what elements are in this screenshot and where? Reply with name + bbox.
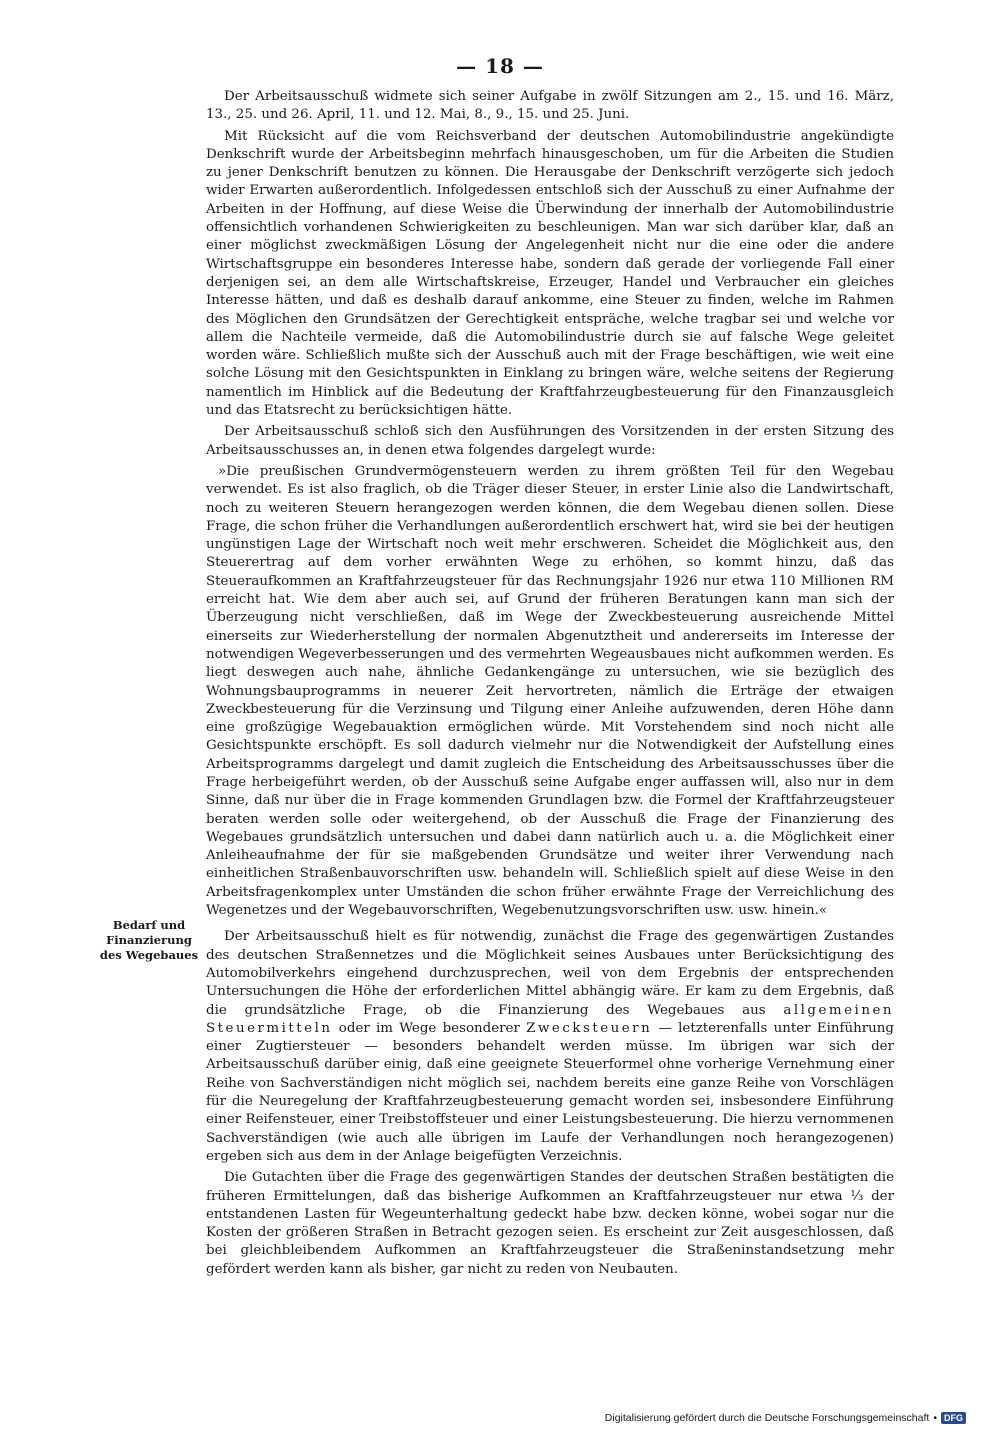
paragraph-sessions: Der Arbeitsausschuß widmete sich seiner Aufgabe in zwölf Sitzungen am 2., 15. und 16. März, 13., 25. und 26. April, 11. und 12. Mai, 8., 9., 15. und 25. Juni. [206,89,894,123]
paragraph-ausfuehrungen: Der Arbeitsausschuß schloß sich den Ausführungen des Vorsitzenden in der ersten Sitzung des Arbeitsausschusses an, in denen etwa folgendes dargelegt wurde: [206,424,894,458]
footer-text: Digitalisierung gefördert durch die Deutsche Forschungsgemeinschaft [604,1412,930,1424]
paragraph-bedarf [206,928,894,1166]
margin-note-line: Finanzierung [106,933,192,947]
paragraph-gutachten: Die Gutachten über die Frage des gegenwärtigen Standes der deutschen Straßen bestätigten die früheren Ermittelungen, daß das bisherige Aufkommen an Kraftfahrzeugsteuer nur etwa ⅓ der entstandenen Lasten für Wegeunterhaltung gedeckt habe bzw. decken könne, wobei sogar nur die Kosten der größeren Straßen in Betracht gezogen seien. Es erscheint zur Zeit ausgeschlossen, daß bei gleichbleibendem Aufkommen an Kraftfahrzeugsteuer die Straßeninstandsetzung mehr gefördert werden kann als bisher, gar nicht zu reden von Neubauten. [206,1170,894,1277]
paragraph-denkschrift: Mit Rücksicht auf die vom Reichsverband der deutschen Automobilindustrie angekündigte Denkschrift wurde der Arbeitsbeginn mehrfach hinausgeschoben, um für die Arbeiten die Studien zu jener Denkschrift benutzen zu können. Die Herausgabe der Denkschrift verzögerte sich jedoch wider Erwarten außerordentlich. Infolgedessen entschloß sich der Ausschuß zu einer Aufnahme der Arbeiten in der Hoffnung, auf diese Weise die Überwindung der innerhalb der Automobilindustrie offensichtlich vorhandenen Schwierigkeiten zu beschleunigen. Man war sich darüber klar, daß an einer möglichst zweckmäßigen Lösung der Angelegenheit nicht nur die eine oder die andere Wirtschaftsgruppe ein besonderes Interesse habe, sondern daß gerade der vorliegende Fall einer derjenigen sei, an dem alle Wirtschaftskreise, Erzeuger, Handel und Verbraucher ein gleiches Interesse hätten, und daß es deshalb darauf ankomme, eine Steuer zu finden, welche im Rahmen des Möglichen den Grundsätzen der Gerechtigkeit entspräche, welche tragbar sei und welche vor allem die Nachteile vermeide, daß die Automobilindustrie durch sie auf falsche Wege geleitet worden wäre. Schließlich mußte sich der Ausschuß auch mit der Frage beschäftigen, wie weit eine solche Lösung mit den Gesichtspunkten in Einklang zu bringen wäre, welche seitens der Regierung namentlich im Hinblick auf die Bedeutung der Kraftfahrzeugbesteuerung für den Finanzausgleich und das Etatsrecht zu berücksichtigen hätte. [206,128,894,419]
bedarf-text-2: oder im Wege besonderer [338,1020,520,1036]
bedarf-text-3: — letzterenfalls unter Einführung einer Zugtiersteuer — besonders behandelt werden müsse. Im übrigen war sich der Arbeitsausschuß darüber einig, daß eine geeignete Steuerformel ohne vorherige Vernehmung einer Reihe von Sachverständigen nicht möglich sei, nachdem bereits eine ganze Reihe von Vorschlägen für die Neuregelung der Kraftfahrzeugbesteuerung gemacht worden sei, insbesondere Einführung einer Reifensteuer, einer Treibstoffsteuer und einer Leistungsbesteuerung. Die hierzu vernommenen Sachverständigen (wie auch alle übrigen im Laufe der Verhandlungen noch herangezogenen) ergeben sich aus dem in der Anlage beigefügten Verzeichnis. [206,1020,894,1164]
page-number: — 18 — [456,54,544,78]
margin-note-line: Bedarf und [112,918,186,932]
paragraph-quote: »Die preußischen Grundvermögensteuern werden zu ihrem größten Teil für den Wegebau verwendet. Es ist also fraglich, ob die Träger dieser Steuer, in erster Linie also die Landwirtschaft, noch zu weiteren Steuern herangezogen werden können, die dem Wegebau dienen sollen. Diese Frage, die schon früher die Verhandlungen außerordentlich erschwert hat, wird sie bei der heutigen ungünstigen Lage der Wirtschaft noch weit mehr erschweren. Scheidet die Möglichkeit aus, den Steuerertrag auf dem vorher erwähnten Wege zu erhöhen, so kommt hinzu, daß das Steueraufkommen an Kraftfahrzeugsteuer für das Rechnungsjahr 1926 nur etwa 110 Millionen RM erreicht hat. Wie dem aber auch sei, auf Grund der früheren Beratungen kann man sich der Überzeugung nicht verschließen, daß im Wege der Zweckbesteuerung ausreichende Mittel einerseits zur Wiederherstellung der normalen Abgenutztheit und andererseits im Interesse der notwendigen Wegeverbesserungen und des vermehrten Wegeausbaues nicht aufkommen werden. Es liegt deswegen auch nahe, ähnliche Gedankengänge zu untersuchen, wie sie bezüglich des Wohnungsbauprogramms in neuerer Zeit hervortreten, nämlich die Erträge der etwaigen Zweckbesteuerung für die Verzinsung und Tilgung einer Anleihe aufzuwenden, deren Höhe dann eine großzügige Wegebauaktion ermöglichen würde. Mit Vorstehendem sind noch nicht alle Gesichtspunkte erschöpft. Es soll dadurch vielmehr nur die Notwendigkeit der Aufstellung eines Arbeitsprogramms dargelegt und damit zugleich die Entscheidung des Arbeitsausschusses über die Frage herbeigeführt werden, ob der Ausschuß seine Aufgabe enger auffassen will, also nur in dem Sinne, daß nur über die in Frage kommenden Grundlagen bzw. die Formel der Kraftfahrzeugsteuer beraten werden solle oder weitergehend, ob der Ausschuß die Frage der Finanzierung des Wegebaues grundsätzlich untersuchen und dabei dann natürlich auch u. a. die Möglichkeit einer Anleiheaufnahme der für sie maßgebenden Grundsätze und weiter ihrer Verwendung nach einheitlichen Straßenbauvorschriften usw. behandeln will. Schließlich spielt auf diese Weise in den Arbeitsfragenkomplex unter Umständen die schon früher erwähnte Frage der Verreichlichung des Wegenetzes und der Wegebauvorschriften, Wegebenutzungsvorschriften usw. usw. hinein.« [206,463,894,919]
bedarf-text-1: Der Arbeitsausschuß hielt es für notwendig, zunächst die Frage des gegenwärtigen Zustandes des deutschen Straßennetzes und die Möglichkeit seines Ausbaues unter Berücksichtigung des Automobilverkehrs eingehend durchzusprechen, weil von dem Ergebnis der entsprechenden Untersuchungen die Höhe der erforderlichen Mittel abhängig wäre. Er kam zu dem Ergebnis, daß die grundsätzliche Frage, ob die Finanzierung des Wegebaues aus [206,929,894,1018]
footer [605,1412,966,1424]
emphasis-steuermitteln: allgemeinen Steuermitteln [206,1002,894,1036]
main-text [206,88,894,1279]
footer-separator-icon: • [933,1412,937,1424]
margin-note-line: des Wegebaues [99,948,199,962]
margin-note [96,918,202,963]
emphasis-zwecksteuern: Zwecksteuern [526,1020,653,1036]
dfg-logo: DFG [941,1412,966,1424]
